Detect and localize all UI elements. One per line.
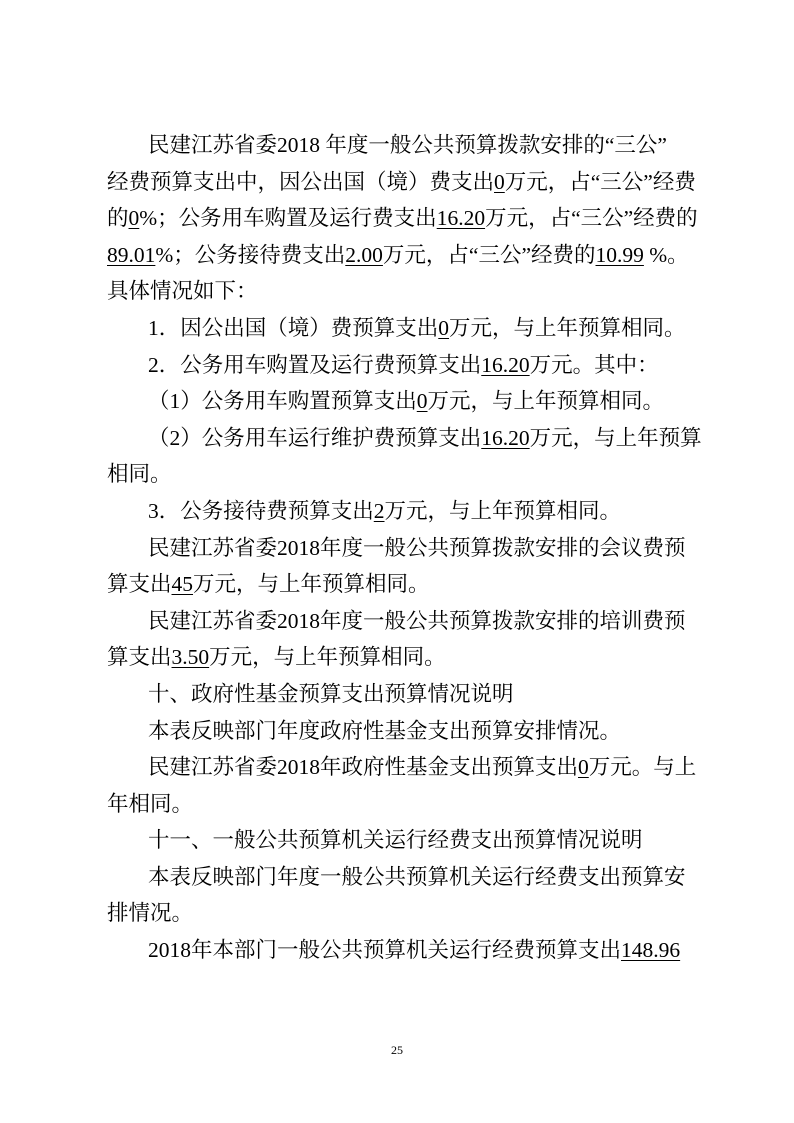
text-segment: 具体情况如下： bbox=[107, 279, 258, 304]
text-segment: 万元，占“三公”经费的 bbox=[382, 242, 596, 267]
underlined-value: 0 bbox=[128, 206, 140, 231]
text-segment: 十一、一般公共预算机关运行经费支出预算情况说明 bbox=[148, 828, 643, 853]
text-segment: 1．因公出国（境）费预算支出 bbox=[148, 315, 439, 340]
text-segment: 万元，与上年预算相同。 bbox=[427, 389, 665, 414]
text-segment: 的 bbox=[107, 206, 129, 231]
underlined-value: 89.01 bbox=[107, 242, 156, 267]
underlined-value: 3.50 bbox=[171, 645, 210, 670]
text-segment: 相同。 bbox=[107, 462, 172, 487]
text-segment: 本表反映部门年度政府性基金支出预算安排情况。 bbox=[148, 718, 622, 743]
text-line bbox=[107, 932, 691, 969]
text-segment: 2018年本部门一般公共预算机关运行经费预算支出 bbox=[148, 938, 622, 963]
text-line bbox=[107, 749, 697, 786]
text-segment: 民建江苏省委2018 年度一般公共预算拨款安排的“三公” bbox=[148, 133, 667, 157]
text-segment: 十、政府性基金预算支出预算情况说明 bbox=[148, 681, 514, 706]
text-line bbox=[107, 603, 691, 640]
text-segment: 2．公务用车购置及运行费预算支出 bbox=[148, 352, 482, 377]
text-line bbox=[107, 347, 691, 384]
text-line bbox=[107, 237, 691, 274]
text-line bbox=[107, 859, 691, 896]
text-segment: （1）公务用车购置预算支出 bbox=[148, 389, 417, 414]
text-line bbox=[107, 895, 691, 932]
underlined-value: 0 bbox=[416, 389, 428, 414]
text-segment: 3．公务接待费预算支出 bbox=[148, 498, 374, 523]
text-segment: %。 bbox=[643, 242, 689, 267]
text-line bbox=[107, 383, 691, 420]
text-line bbox=[107, 273, 691, 310]
text-segment: 民建江苏省委2018年度一般公共预算拨款安排的培训费预 bbox=[148, 608, 686, 633]
page-number: 25 bbox=[391, 1043, 403, 1057]
text-segment: （2）公务用车运行维护费预算支出 bbox=[148, 425, 482, 450]
underlined-value: 2 bbox=[373, 498, 385, 523]
text-segment: 万元，与上年预算相同。 bbox=[193, 572, 430, 597]
text-segment: 算支出 bbox=[107, 645, 172, 670]
text-segment: 万元，占“三公”经费 bbox=[504, 169, 696, 194]
section-heading bbox=[107, 676, 691, 713]
text-line bbox=[107, 127, 691, 164]
text-segment: 万元，占“三公”经费的 bbox=[485, 206, 698, 231]
underlined-value: 0 bbox=[438, 315, 450, 340]
text-segment: 排情况。 bbox=[107, 901, 194, 926]
text-segment: 民建江苏省委2018年度一般公共预算拨款安排的会议费预 bbox=[148, 535, 686, 560]
text-line bbox=[107, 713, 691, 750]
text-line bbox=[107, 566, 691, 603]
text-segment: 本表反映部门年度一般公共预算机关运行经费支出预算安 bbox=[148, 864, 686, 889]
text-line bbox=[107, 639, 691, 676]
text-line bbox=[107, 200, 698, 237]
text-segment: 万元。其中： bbox=[529, 352, 659, 377]
underlined-value: 45 bbox=[171, 572, 194, 597]
text-line bbox=[107, 456, 691, 493]
text-segment: 万元，与上年预算 bbox=[529, 425, 702, 450]
text-segment: 万元。与上 bbox=[588, 755, 697, 780]
text-segment: %；公务用车购置及运行费支出 bbox=[139, 206, 437, 231]
text-segment: 万元，与上年预算相同。 bbox=[384, 498, 622, 523]
text-line bbox=[107, 786, 691, 823]
text-segment: 经费预算支出中，因公出国（境）费支出 bbox=[107, 169, 495, 194]
underlined-value: 10.99 bbox=[595, 242, 644, 267]
text-line bbox=[107, 310, 691, 347]
text-line bbox=[107, 530, 691, 567]
text-segment: 民建江苏省委2018年政府性基金支出预算支出 bbox=[148, 755, 579, 780]
text-line bbox=[107, 164, 696, 201]
underlined-value: 16.20 bbox=[481, 352, 530, 377]
text-segment: 算支出 bbox=[107, 572, 172, 597]
text-segment: %；公务接待费支出 bbox=[155, 242, 346, 267]
text-line bbox=[107, 420, 702, 457]
text-segment: 万元，与上年预算相同。 bbox=[209, 645, 446, 670]
underlined-value: 16.20 bbox=[481, 425, 530, 450]
underlined-value: 16.20 bbox=[436, 206, 486, 231]
text-segment: 万元，与上年预算相同。 bbox=[449, 315, 686, 340]
underlined-value: 148.96 bbox=[621, 938, 681, 963]
document-body bbox=[107, 127, 702, 969]
underlined-value: 0 bbox=[494, 169, 505, 194]
section-heading bbox=[107, 822, 691, 859]
text-line bbox=[107, 493, 691, 530]
underlined-value: 2.00 bbox=[345, 242, 383, 267]
underlined-value: 0 bbox=[578, 755, 589, 780]
text-segment: 年相同。 bbox=[107, 791, 194, 816]
